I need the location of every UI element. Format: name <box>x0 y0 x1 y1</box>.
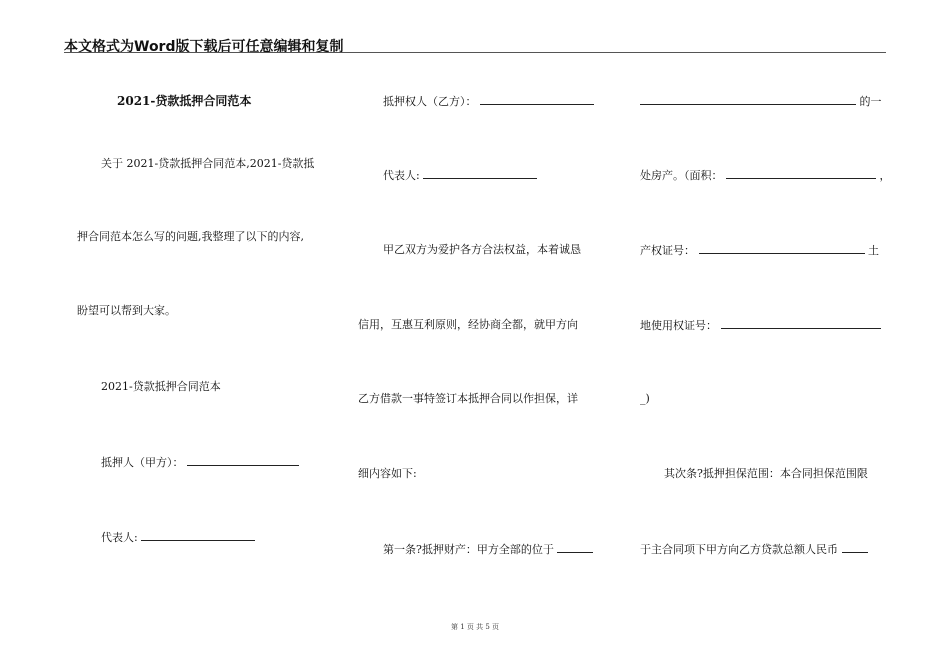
property-cert-label: 产权证号： <box>640 244 695 257</box>
clause-line-4: 细内容如下: <box>358 467 417 480</box>
property-area-suffix: ， <box>879 169 891 182</box>
document-header: 本文格式为Word版下载后可任意编辑和复制 <box>64 39 344 55</box>
representative-blank-1 <box>141 530 255 541</box>
document-title: 2021-贷款抵押合同范本 <box>117 94 252 108</box>
intro-line-2: 押合同范本怎么写的问题,我整理了以下的内容, <box>77 230 304 243</box>
representative-line-2 <box>383 168 537 183</box>
mortgagee-blank <box>480 94 594 105</box>
representative-blank-2 <box>423 168 537 179</box>
closing-paren: _) <box>640 392 650 405</box>
article-2-line-2 <box>640 542 868 557</box>
property-location-suffix: 的一 <box>859 95 882 108</box>
property-area-blank <box>726 168 876 179</box>
article-1-blank <box>557 542 593 553</box>
mortgagor-line <box>101 455 299 470</box>
property-cert-blank <box>699 243 865 254</box>
property-location-line <box>640 94 882 109</box>
clause-line-1: 甲乙双方为爱护各方合法权益，本着诚恳 <box>383 243 581 256</box>
representative-line-1 <box>101 530 255 545</box>
property-location-blank <box>640 94 856 105</box>
property-area-label: 处房产。（面积： <box>640 169 723 182</box>
article-2-line-1: 其次条?抵押担保范围：本合同担保范围限 <box>664 467 868 480</box>
representative-label-1: 代表人: <box>101 531 138 544</box>
page-footer: 第 1 页 共 5 页 <box>450 623 500 631</box>
article-2-blank <box>842 542 868 553</box>
property-cert-suffix: 土 <box>868 244 879 257</box>
mortgagor-label: 抵押人（甲方）： <box>101 456 184 469</box>
article-1-line <box>383 542 593 557</box>
property-area-line <box>640 168 891 183</box>
land-cert-label: 地使用权证号： <box>640 319 717 332</box>
land-cert-line <box>640 318 881 333</box>
mortgagee-label: 抵押权人（乙方）： <box>383 95 477 108</box>
mortgagee-line <box>383 94 594 109</box>
subtitle: 2021-贷款抵押合同范本 <box>101 380 221 393</box>
intro-line-3: 盼望可以帮到大家。 <box>77 304 176 317</box>
intro-line-1: 关于 2021-贷款抵押合同范本,2021-贷款抵 <box>101 157 315 170</box>
representative-label-2: 代表人: <box>383 169 420 182</box>
land-cert-blank <box>721 318 881 329</box>
clause-line-3: 乙方借款一事特签订本抵押合同以作担保，详 <box>358 392 578 405</box>
header-divider <box>64 52 886 53</box>
article-2-label: 于主合同项下甲方向乙方贷款总额人民币 <box>640 543 838 556</box>
property-cert-line <box>640 243 879 258</box>
mortgagor-blank <box>187 455 299 466</box>
article-1-label: 第一条?抵押财产：甲方全部的位于 <box>383 543 554 556</box>
clause-line-2: 信用，互惠互利原则，经协商全都，就甲方向 <box>358 318 578 331</box>
